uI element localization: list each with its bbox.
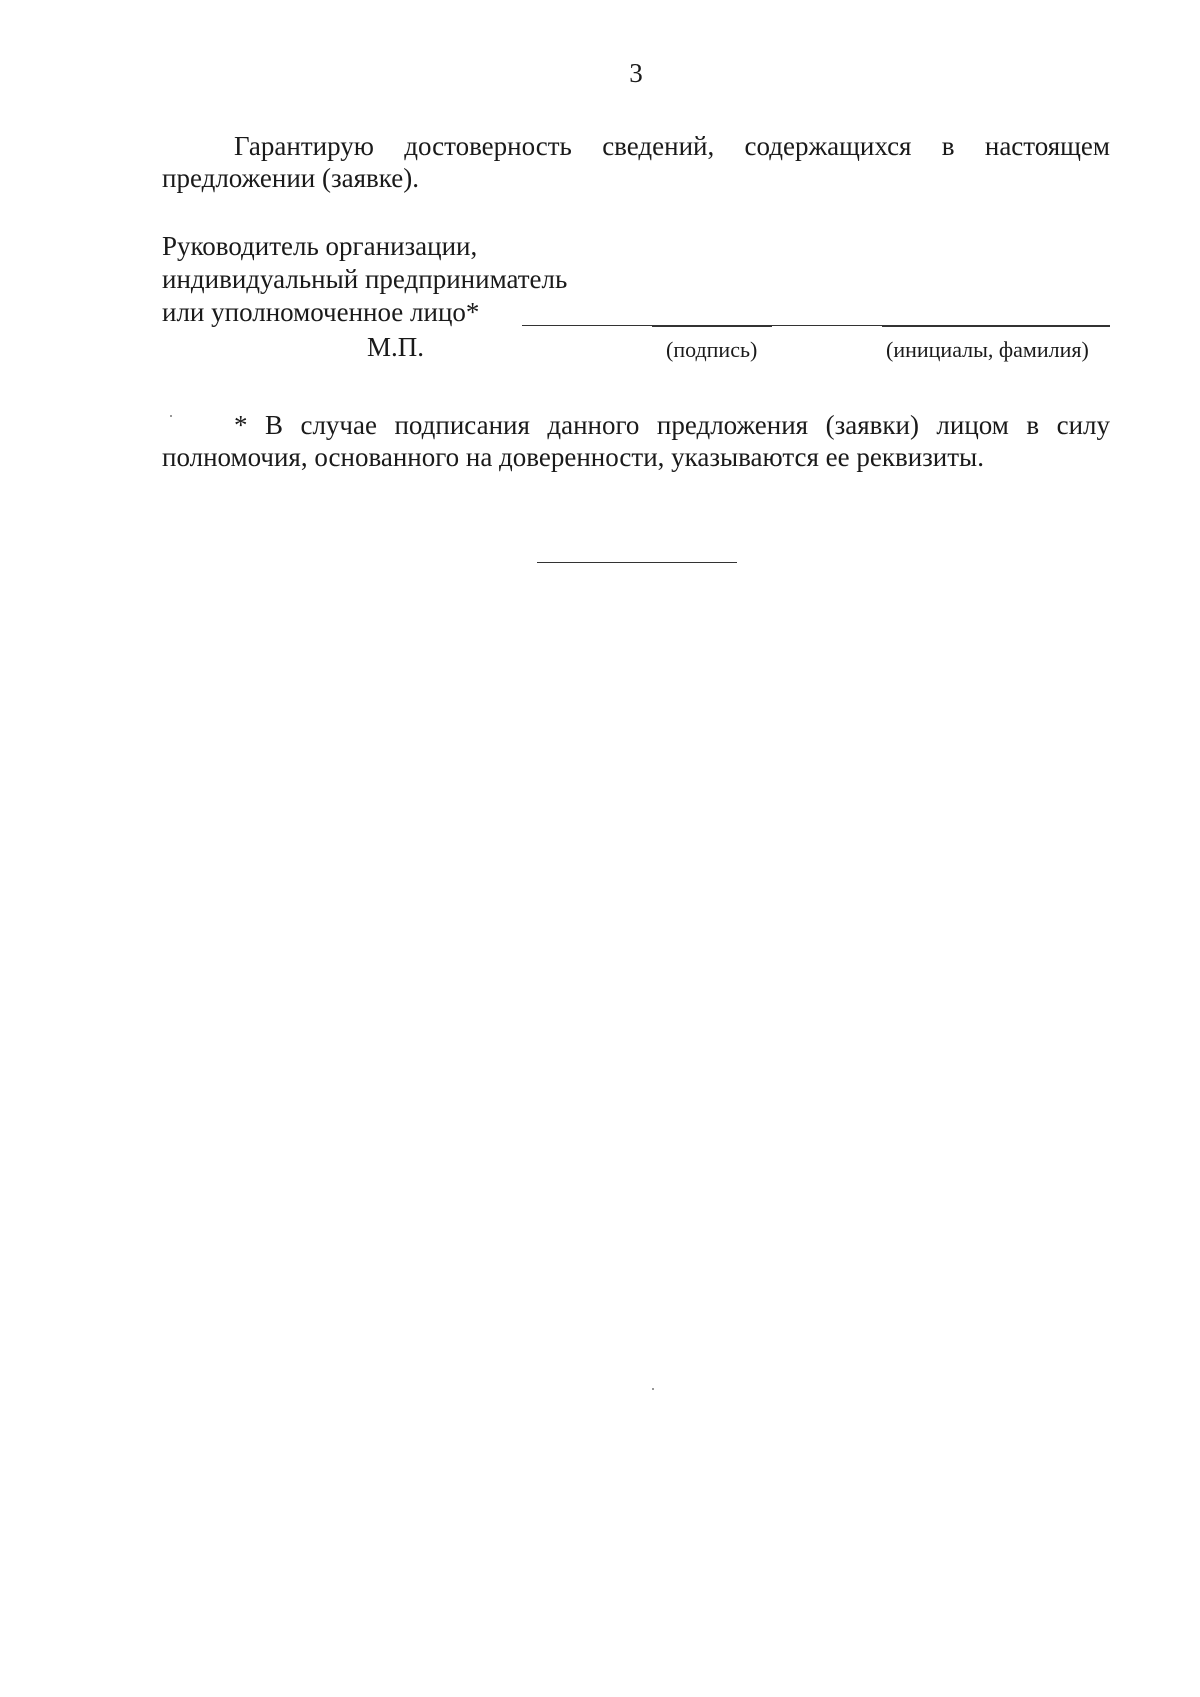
signer-line-1: Руководитель организации, [162, 231, 478, 261]
signer-block [162, 230, 567, 329]
footnote-line-1: * В случае подписания данного предложения (заявки) лицом в силу [234, 410, 1110, 440]
signature-blank-line [652, 325, 772, 327]
page-number: 3 [629, 58, 643, 88]
guarantee-line-2: предложении (заявке). [162, 163, 419, 193]
guarantee-line-1: Гарантирую достоверность сведений, содержащихся в настоящем [234, 131, 1110, 161]
guarantee-paragraph [162, 130, 1110, 194]
signer-line-2: индивидуальный предприниматель [162, 264, 568, 294]
scan-speck [652, 1388, 654, 1390]
signature-caption: (подпись) [666, 337, 758, 362]
name-blank-line [882, 325, 1110, 327]
footnote-line-2: полномочия, основанного на доверенности, указываются ее реквизиты. [162, 442, 984, 472]
stamp-label: М.П. [367, 332, 425, 362]
signer-line-3: или уполномоченное лицо* [162, 297, 480, 327]
scan-speck [170, 415, 172, 417]
name-blank-line [772, 325, 882, 326]
end-of-document-rule [537, 562, 737, 563]
footnote-paragraph [162, 409, 1110, 473]
signature-blank-line [522, 325, 652, 326]
name-caption: (инициалы, фамилия) [886, 337, 1089, 362]
